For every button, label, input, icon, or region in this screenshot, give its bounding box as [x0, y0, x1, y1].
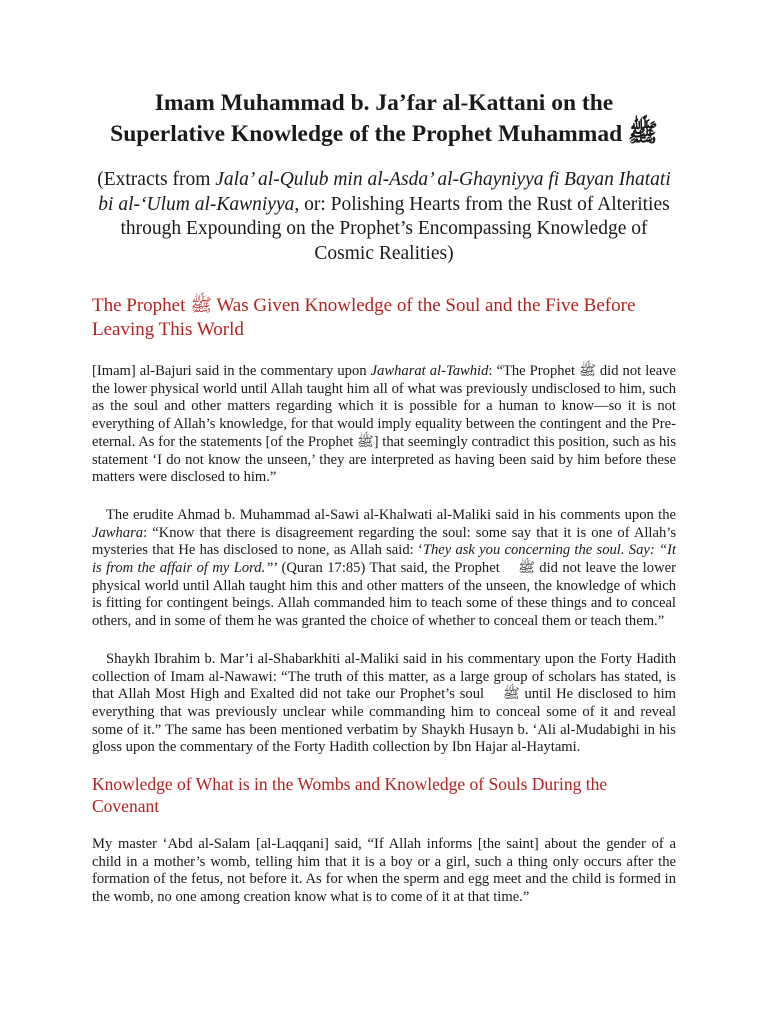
title-line-1: Imam Muhammad b. Ja’far al-Kattani on the: [154, 90, 614, 116]
section-heading-wombs: Knowledge of What is in the Wombs and Knowledge of Souls During the Covenant: [92, 774, 608, 817]
paragraph-shabarkhiti: [92, 651, 676, 757]
text: did not leave the lower physical world until Allah taught him all of what was previously undisclosed to him, such as the soul and other matters regarding which it is possible for a human to know—so it is not everything of Allah’s knowledge, for that would imply equality between the contingent and the Pre-eternal. As for the statements [of the Prophet: [92, 363, 677, 450]
title-line-2-text: Superlative Knowledge of the Prophet Muhammad: [110, 121, 623, 147]
title-line-2: [92, 119, 676, 150]
subtitle-book-title: Jala’ al-Qulub min al-Asda’ al-Ghayniyya fi Bayan Ihatati bi al-‘Ulum al-Kawniyya: [98, 169, 671, 215]
document-subtitle: [92, 168, 676, 266]
section-heading-soul: [92, 294, 676, 342]
text: : “The Prophet: [488, 363, 580, 379]
document-title: [92, 88, 676, 150]
paragraph-laqqani: My master ‘Abd al-Salam [al-Laqqani] said, “If Allah informs [the saint] about the gender of a child in a mother’s womb, telling him that it is a boy or a girl, such a thing only occurs after the formation of the fetus, not before it. As for when the sperm and egg meet and the child is formed in the womb, no one among creation know what is to come of it at that time.”: [92, 836, 676, 906]
text: did not leave the lower physical world until Allah taught him this and other matters of the unseen, the knowledge of which is fitting for contingent beings. Allah commanded him to teach some of these things and to conceal others, and in some of them he was granted the choice of whether to conceal them or teach them.”: [92, 560, 676, 630]
subtitle-part-1: (Extracts from: [97, 169, 216, 190]
salawat-icon: ﷺ: [628, 118, 658, 147]
salawat-icon: ﷺ: [190, 295, 212, 316]
paragraph-sawi: [92, 507, 676, 631]
text: : “Know that there is disagreement regarding the soul: some say that it is one of Allah’s mysteries that He has disclosed to none, as Allah said: ‘: [92, 524, 676, 559]
salawat-icon: ﷺ: [502, 686, 520, 703]
text: The erudite Ahmad b. Muhammad al-Sawi al-Khalwati al-Maliki said in his comments upon the: [106, 506, 676, 523]
salawat-icon: ﷺ: [518, 560, 535, 577]
heading-part-b: Was Given Knowledge of the Soul and the Five Before Leaving This World: [92, 295, 636, 340]
salawat-icon: ﷺ: [356, 433, 374, 450]
salawat-icon: ﷺ: [579, 363, 596, 379]
heading-part-a: The Prophet: [92, 295, 191, 316]
book-title: Jawhara: [92, 524, 144, 541]
text: until He disclosed to him everything that was previously unclear while commanding him to conceal some of it and reveal some of it.” The same has been mentioned verbatim by Shaykh Husayn b. ‘Ali al-Mudabighi in his gloss upon the commentary of the Forty Hadith collection by Ibn Hajar al-Haytami.: [92, 686, 677, 756]
book-title: Jawharat al-Tawhid: [370, 363, 489, 379]
text: ’ (Quran 17:85) That said, the Prophet: [273, 560, 505, 577]
text: [Imam] al-Bajuri said in the commentary upon: [92, 363, 371, 379]
text: ] that seemingly contradict this position, such as his statement ‘I do not know the unseen,’ they are interpreted as having been said by him before these matters were disclosed to him.”: [92, 433, 677, 486]
text: Shaykh Ibrahim b. Mar’i al-Shabarkhiti al-Maliki said in his commentary upon the Forty Hadith collection of Imam al-Nawawi: “The truth of this matter, as a large group of scholars has stated, is that Allah Most High and Exalted did not take our Prophet’s soul: [92, 650, 676, 703]
subtitle-part-2: , or: Polishing Hearts from the Rust of Alterities through Expounding on the Prophet’s Encompassing Knowledge of Cosmic Realities): [120, 193, 670, 264]
paragraph-bajuri: [92, 363, 676, 487]
quran-quote: They ask you concerning the soul. Say: “It is from the affair of my Lord.”: [92, 542, 676, 577]
